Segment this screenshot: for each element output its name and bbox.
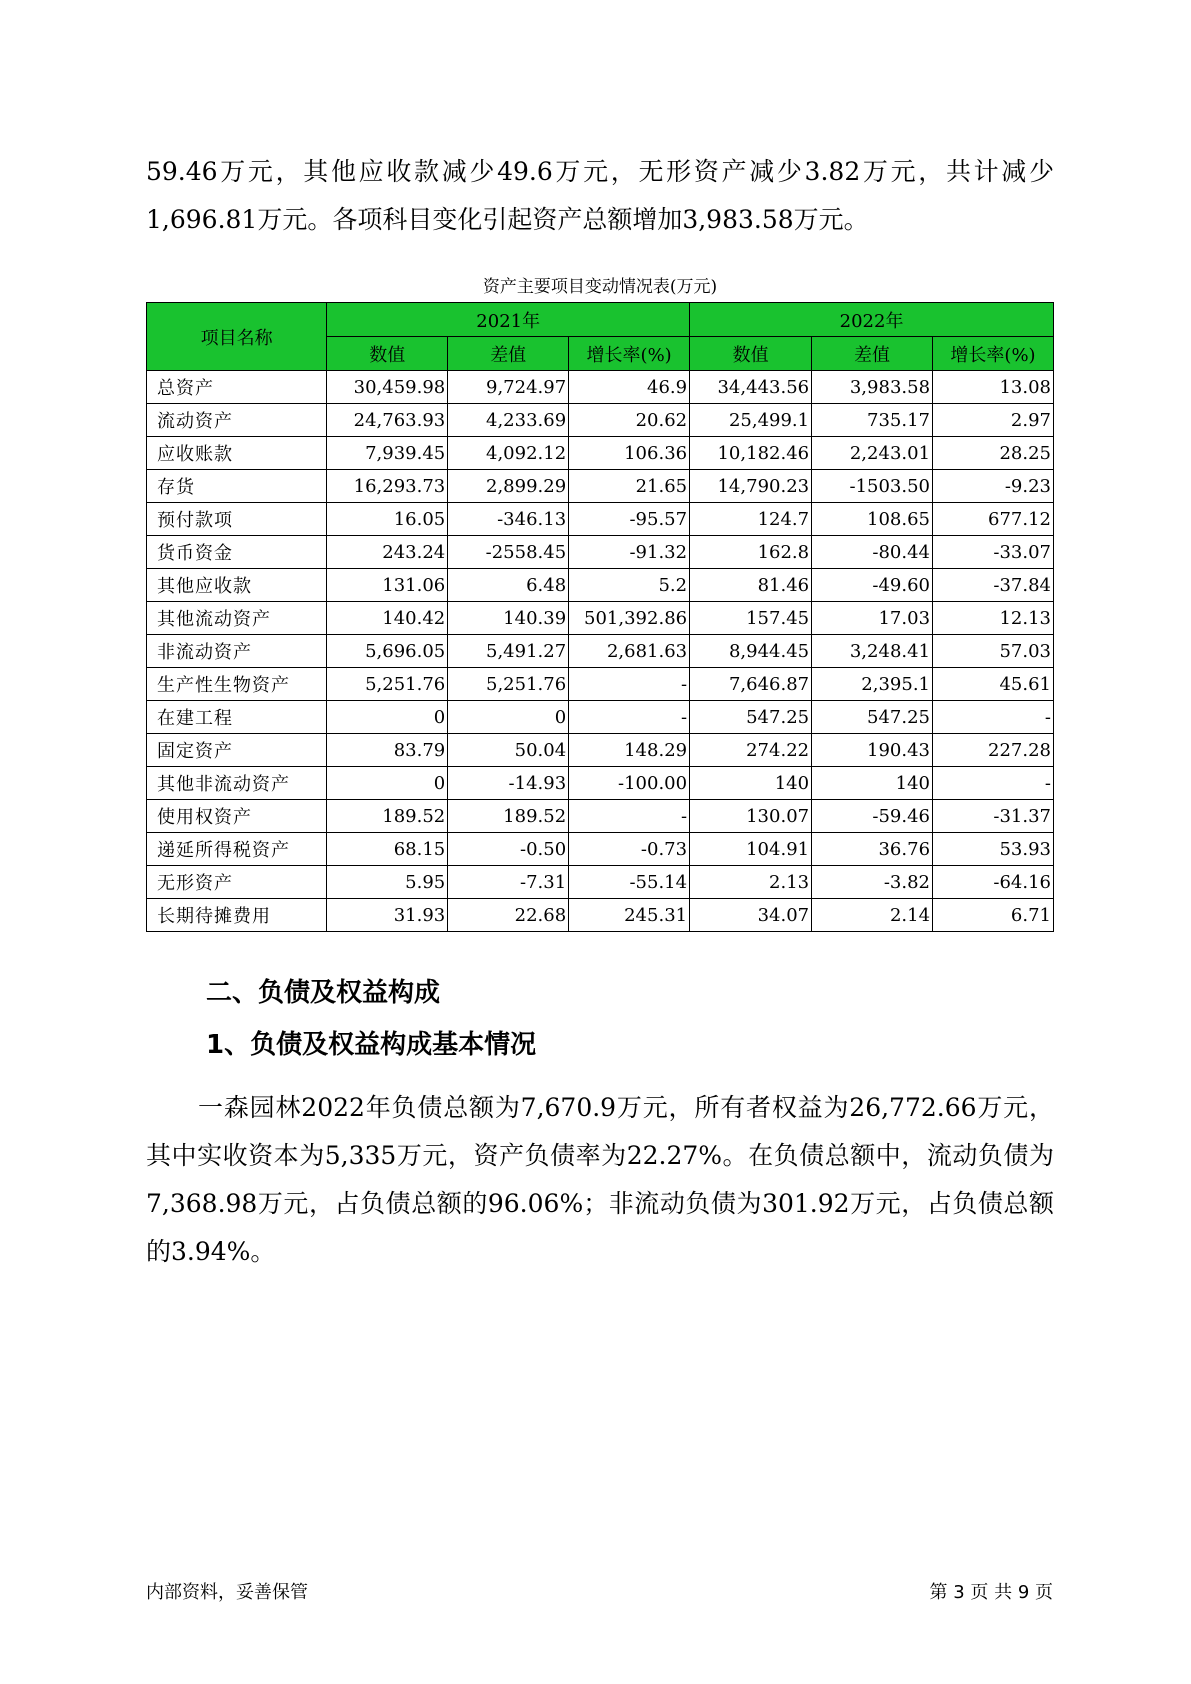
table-cell: -64.16	[933, 866, 1054, 899]
table-cell: 13.08	[933, 371, 1054, 404]
table-cell: -91.32	[569, 536, 690, 569]
table-cell: 0	[448, 701, 569, 734]
table-cell: 57.03	[933, 635, 1054, 668]
table-cell: 2,243.01	[812, 437, 933, 470]
table-cell: 104.91	[690, 833, 812, 866]
table-cell: 140	[690, 767, 812, 800]
body-paragraph: 一森园林2022年负债总额为7,670.9万元，所有者权益为26,772.66万元，其中实收资本为5,335万元，资产负债率为22.27%。在负债总额中，流动负债为7,368.98万元，占负债总额的96.06%；非流动负债为301.92万元，占负债总额的3.94%。	[146, 1093, 1055, 1266]
table-cell: 24,763.93	[327, 404, 448, 437]
value-header: 数值	[690, 337, 812, 371]
table-cell: -55.14	[569, 866, 690, 899]
table-cell: 2.14	[812, 899, 933, 932]
table-cell: 68.15	[327, 833, 448, 866]
table-cell: 46.9	[569, 371, 690, 404]
table-cell: 677.12	[933, 503, 1054, 536]
table-row	[147, 866, 1054, 899]
table-cell: 5,491.27	[448, 635, 569, 668]
table-cell: -2558.45	[448, 536, 569, 569]
row-item-name: 长期待摊费用	[147, 899, 327, 932]
row-item-name: 非流动资产	[147, 635, 327, 668]
table-row	[147, 503, 1054, 536]
row-item-name: 在建工程	[147, 701, 327, 734]
table-cell: 83.79	[327, 734, 448, 767]
table-cell: 16.05	[327, 503, 448, 536]
footer-confidential-note: 内部资料，妥善保管	[146, 1582, 308, 1603]
table-cell: 7,646.87	[690, 668, 812, 701]
table-cell: 6.48	[448, 569, 569, 602]
table-cell: -49.60	[812, 569, 933, 602]
table-cell: 547.25	[690, 701, 812, 734]
table-row	[147, 767, 1054, 800]
table-row	[147, 404, 1054, 437]
table-cell: 14,790.23	[690, 470, 812, 503]
table-cell: 16,293.73	[327, 470, 448, 503]
section-heading: 二、负债及权益构成	[206, 978, 441, 1008]
table-cell: 20.62	[569, 404, 690, 437]
table-cell: 108.65	[812, 503, 933, 536]
table-cell: 148.29	[569, 734, 690, 767]
table-cell: 34,443.56	[690, 371, 812, 404]
item-name-header: 项目名称	[147, 303, 327, 371]
table-cell: 274.22	[690, 734, 812, 767]
intro-paragraph: 59.46万元，其他应收款减少49.6万元，无形资产减少3.82万元，共计减少1,696.81万元。各项科目变化引起资产总额增加3,983.58万元。	[146, 157, 1054, 234]
table-cell: 31.93	[327, 899, 448, 932]
table-cell: 140.39	[448, 602, 569, 635]
growth-rate-header: 增长率(%)	[933, 337, 1054, 371]
table-cell: -	[933, 767, 1054, 800]
table-cell: 36.76	[812, 833, 933, 866]
table-cell: -	[569, 701, 690, 734]
table-row	[147, 569, 1054, 602]
table-cell: 501,392.86	[569, 602, 690, 635]
table-cell: -	[569, 668, 690, 701]
table-cell: 245.31	[569, 899, 690, 932]
table-body	[147, 371, 1054, 932]
table-row	[147, 701, 1054, 734]
table-cell: 25,499.1	[690, 404, 812, 437]
table-cell: -1503.50	[812, 470, 933, 503]
table-cell: 140.42	[327, 602, 448, 635]
table-cell: 17.03	[812, 602, 933, 635]
table-row	[147, 536, 1054, 569]
table-cell: 8,944.45	[690, 635, 812, 668]
table-cell: -0.73	[569, 833, 690, 866]
row-item-name: 应收账款	[147, 437, 327, 470]
table-cell: 7,939.45	[327, 437, 448, 470]
table-cell: -33.07	[933, 536, 1054, 569]
table-cell: 5,251.76	[327, 668, 448, 701]
table-cell: 30,459.98	[327, 371, 448, 404]
table-cell: 2,899.29	[448, 470, 569, 503]
table-row	[147, 470, 1054, 503]
table-cell: 2.13	[690, 866, 812, 899]
difference-header: 差值	[812, 337, 933, 371]
table-cell: 5,696.05	[327, 635, 448, 668]
table-cell: 9,724.97	[448, 371, 569, 404]
asset-changes-table	[146, 302, 1054, 932]
table-header-row-years	[147, 303, 1054, 337]
table-cell: 5,251.76	[448, 668, 569, 701]
table-row	[147, 635, 1054, 668]
table-cell: 0	[327, 767, 448, 800]
table-cell: 162.8	[690, 536, 812, 569]
table-cell: -100.00	[569, 767, 690, 800]
table-row	[147, 668, 1054, 701]
table-cell: 4,092.12	[448, 437, 569, 470]
table-cell: -9.23	[933, 470, 1054, 503]
table-cell: 547.25	[812, 701, 933, 734]
table-cell: 189.52	[448, 800, 569, 833]
table-cell: -	[933, 701, 1054, 734]
table-cell: 34.07	[690, 899, 812, 932]
table-cell: 227.28	[933, 734, 1054, 767]
table-cell: 0	[327, 701, 448, 734]
table-cell: 243.24	[327, 536, 448, 569]
table-cell: 157.45	[690, 602, 812, 635]
row-item-name: 总资产	[147, 371, 327, 404]
table-cell: 21.65	[569, 470, 690, 503]
table-cell: 6.71	[933, 899, 1054, 932]
row-item-name: 无形资产	[147, 866, 327, 899]
row-item-name: 预付款项	[147, 503, 327, 536]
table-row	[147, 371, 1054, 404]
table-row	[147, 800, 1054, 833]
table-cell: 4,233.69	[448, 404, 569, 437]
table-cell: -31.37	[933, 800, 1054, 833]
row-item-name: 货币资金	[147, 536, 327, 569]
table-cell: -7.31	[448, 866, 569, 899]
table-cell: 22.68	[448, 899, 569, 932]
table-cell: 3,983.58	[812, 371, 933, 404]
row-item-name: 固定资产	[147, 734, 327, 767]
table-cell: -346.13	[448, 503, 569, 536]
table-cell: -3.82	[812, 866, 933, 899]
growth-rate-header: 增长率(%)	[569, 337, 690, 371]
table-cell: 124.7	[690, 503, 812, 536]
table-cell: -37.84	[933, 569, 1054, 602]
table-cell: 28.25	[933, 437, 1054, 470]
table-caption: 资产主要项目变动情况表(万元)	[482, 277, 718, 297]
row-item-name: 其他流动资产	[147, 602, 327, 635]
table-cell: 189.52	[327, 800, 448, 833]
table-cell: 50.04	[448, 734, 569, 767]
table-cell: -	[569, 800, 690, 833]
table-cell: 5.95	[327, 866, 448, 899]
table-cell: 10,182.46	[690, 437, 812, 470]
table-cell: 45.61	[933, 668, 1054, 701]
row-item-name: 生产性生物资产	[147, 668, 327, 701]
table-row	[147, 734, 1054, 767]
table-cell: -14.93	[448, 767, 569, 800]
table-cell: -59.46	[812, 800, 933, 833]
row-item-name: 其他应收款	[147, 569, 327, 602]
subsection-heading: 1、负债及权益构成基本情况	[206, 1030, 537, 1060]
row-item-name: 存货	[147, 470, 327, 503]
row-item-name: 递延所得税资产	[147, 833, 327, 866]
table-cell: -80.44	[812, 536, 933, 569]
table-row	[147, 437, 1054, 470]
table-cell: -95.57	[569, 503, 690, 536]
table-cell: 106.36	[569, 437, 690, 470]
footer-page-number: 第 3 页 共 9 页	[929, 1582, 1053, 1603]
year-2021-header: 2021年	[327, 303, 690, 337]
table-cell: 140	[812, 767, 933, 800]
row-item-name: 流动资产	[147, 404, 327, 437]
table-cell: 2,681.63	[569, 635, 690, 668]
year-2022-header: 2022年	[690, 303, 1054, 337]
table-cell: 81.46	[690, 569, 812, 602]
table-row	[147, 602, 1054, 635]
table-row	[147, 833, 1054, 866]
table-cell: 2,395.1	[812, 668, 933, 701]
table-cell: 130.07	[690, 800, 812, 833]
table-cell: 735.17	[812, 404, 933, 437]
difference-header: 差值	[448, 337, 569, 371]
table-cell: 2.97	[933, 404, 1054, 437]
table-cell: -0.50	[448, 833, 569, 866]
value-header: 数值	[327, 337, 448, 371]
row-item-name: 使用权资产	[147, 800, 327, 833]
table-cell: 190.43	[812, 734, 933, 767]
table-cell: 5.2	[569, 569, 690, 602]
table-cell: 53.93	[933, 833, 1054, 866]
table-row	[147, 899, 1054, 932]
row-item-name: 其他非流动资产	[147, 767, 327, 800]
table-cell: 131.06	[327, 569, 448, 602]
table-cell: 12.13	[933, 602, 1054, 635]
table-cell: 3,248.41	[812, 635, 933, 668]
